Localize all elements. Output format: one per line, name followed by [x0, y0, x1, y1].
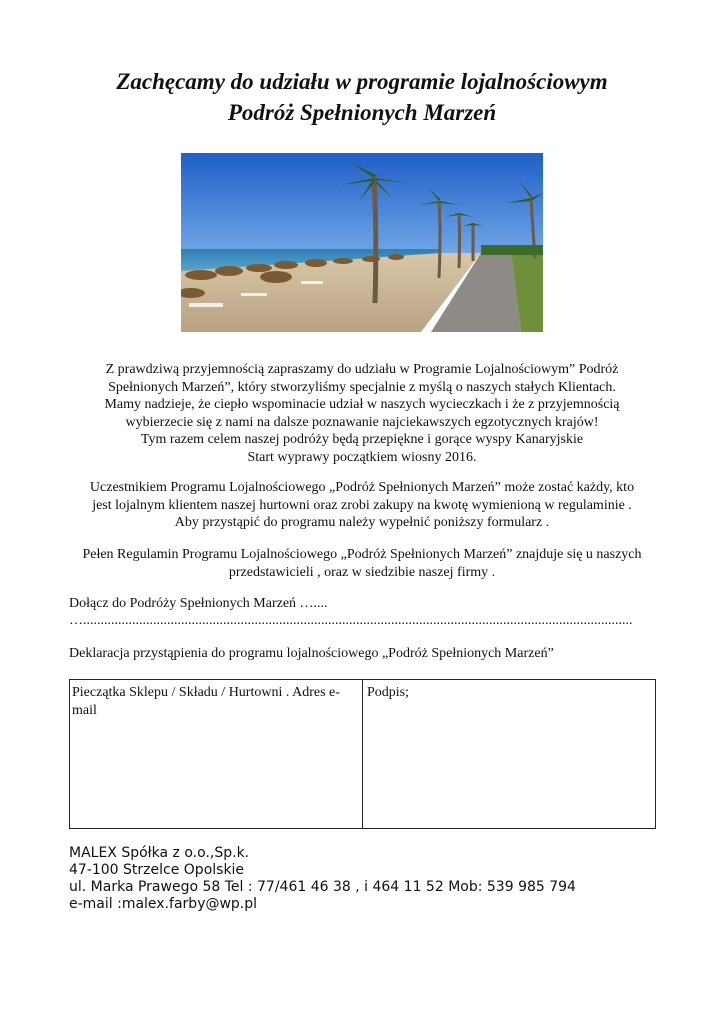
participant-paragraph: [60, 479, 664, 532]
regulations-paragraph: [60, 546, 664, 581]
signature-cell[interactable]: [363, 680, 655, 832]
dotted-fill-line[interactable]: ….............................................................................................................................................................: [69, 613, 633, 628]
intro-line: Z prawdziwą przyjemnością zapraszamy do udziału w Programie Lojalnościowym” Podróż: [105, 362, 619, 377]
stamp-address-cell[interactable]: [70, 680, 363, 828]
title-line-1: Zachęcamy do udziału w programie lojalnościowym: [116, 69, 608, 94]
intro-line: Mamy nadzieje, że ciepło wspominacie udział w naszych wycieczkach i że z przyjemnością: [104, 397, 620, 412]
intro-line: Tym razem celem naszej podróży będą przepiękne i gorące wyspy Kanaryjskie: [140, 432, 584, 447]
company-address: ul. Marka Prawego 58 Tel : 77/461 46 38 , i 464 11 52 Mob: 539 985 794: [69, 879, 576, 895]
intro-line: Spełnionych Marzeń”, który stworzyliśmy specjalnie z myślą o naszych stałych Klientach.: [108, 379, 616, 395]
stamp-address-label: Pieczątka Sklepu / Składu / Hurtowni . Adres e-mail: [72, 685, 340, 718]
declaration-form-table: [69, 679, 656, 829]
intro-paragraph: [60, 361, 664, 466]
join-line: Dołącz do Podróży Spełnionych Marzeń …....: [69, 596, 328, 611]
participant-line: jest lojalnym klientem naszej hurtowni oraz zrobi zakupy na kwotę wymienioną w regulaminie .: [92, 497, 632, 513]
page-title: [0, 66, 724, 128]
signature-label: Podpis;: [367, 685, 410, 700]
title-line-2: Podróż Spełnionych Marzeń: [227, 100, 497, 125]
participant-line: Uczestnikiem Programu Lojalnościowego „Podróż Spełnionych Marzeń” może zostać każdy, kto: [89, 480, 635, 495]
company-email: e-mail :malex.farby@wp.pl: [69, 896, 258, 912]
regulations-line: Pełen Regulamin Programu Lojalnościowego „Podróż Spełnionych Marzeń” znajduje się u naszych: [82, 547, 642, 562]
company-name: MALEX Spółka z o.o.,Sp.k.: [69, 845, 250, 861]
regulations-line: przedstawicieli , oraz w siedzibie naszej firmy .: [228, 564, 496, 580]
declaration-heading: Deklaracja przystąpienia do programu lojalnościowego „Podróż Spełnionych Marzeń”: [69, 646, 554, 661]
company-footer: [69, 845, 576, 913]
company-city: 47-100 Strzelce Opolskie: [69, 862, 245, 878]
participant-line: Aby przystąpić do programu należy wypełnić poniższy formularz .: [174, 515, 550, 530]
intro-line: wybierzecie się z nami na dalsze poznawanie najciekawszych egzotycznych krajów!: [125, 414, 599, 430]
intro-line: Start wyprawy początkiem wiosny 2016.: [247, 449, 477, 465]
beach-photo: [181, 153, 543, 332]
